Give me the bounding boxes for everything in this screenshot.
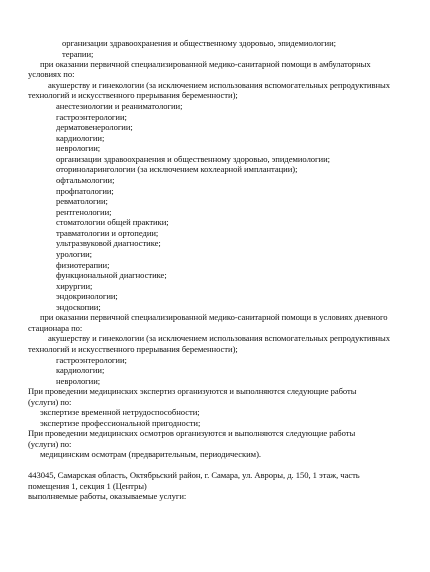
text-line: физиотерапии; xyxy=(56,260,110,270)
text-line: стационара по: xyxy=(28,323,83,333)
text-line: (услуги) по: xyxy=(28,439,72,449)
text-line: оториноларингологии (за исключением кохлеарной имплантации); xyxy=(56,164,298,174)
text-line: урологии; xyxy=(56,249,93,259)
text-line: эндокринологии; xyxy=(56,291,118,301)
text-line: условиях по: xyxy=(28,69,75,79)
text-line: дерматовенерологии; xyxy=(56,122,133,132)
text-line: травматологии и ортопедии; xyxy=(56,228,159,238)
text-line: кардиологии; xyxy=(56,365,105,375)
text-line: при оказании первичной специализированной медико-санитарной помощи в амбулаторных xyxy=(40,59,371,69)
text-line: стоматологии общей практики; xyxy=(56,217,169,227)
text-line: экспертизе профессиональной пригодности; xyxy=(40,418,201,428)
text-line: рентгенологии; xyxy=(56,207,112,217)
text-line: выполняемые работы, оказываемые услуги: xyxy=(28,491,187,501)
text-line: 443045, Самарская область, Октябрьский район, г. Самара, ул. Авроры, д. 150, 1 этаж, часть xyxy=(28,470,360,480)
text-line: гастроэнтерологии; xyxy=(56,112,127,122)
text-line: гастроэнтерологии; xyxy=(56,355,127,365)
text-line: организации здравоохранения и общественному здоровью, эпидемиологии; xyxy=(62,38,336,48)
text-line: функциональной диагностике; xyxy=(56,270,167,280)
text-line: акушерству и гинекологии (за исключением использования вспомогательных репродуктивных xyxy=(48,333,390,343)
text-line: ревматологии; xyxy=(56,196,108,206)
text-line: помещения 1, секция 1 (Центры) xyxy=(28,481,147,491)
text-line: При проведении медицинских осмотров организуются и выполняются следующие работы xyxy=(28,428,356,438)
text-line: технологий и искусственного прерывания беременности); xyxy=(28,90,238,100)
text-line: хирургии; xyxy=(56,281,93,291)
text-line: организации здравоохранения и общественному здоровью, эпидемиологии; xyxy=(56,154,330,164)
text-line: экспертизе временной нетрудоспособности; xyxy=(40,407,200,417)
text-line: неврологии; xyxy=(56,376,101,386)
text-line: профпатологии; xyxy=(56,186,114,196)
text-line: при оказании первичной специализированной медико-санитарной помощи в условиях дневного xyxy=(40,312,388,322)
text-line: офтальмологии; xyxy=(56,175,115,185)
text-line: терапии; xyxy=(62,49,94,59)
text-line: При проведении медицинских экспертиз организуются и выполняются следующие работы xyxy=(28,386,357,396)
text-line: технологий и искусственного прерывания беременности); xyxy=(28,344,238,354)
text-line: медицинским осмотрам (предварительным, периодическим). xyxy=(40,449,261,459)
text-line: акушерству и гинекологии (за исключением использования вспомогательных репродуктивных xyxy=(48,80,390,90)
text-line: неврологии; xyxy=(56,143,101,153)
text-line: эндоскопии; xyxy=(56,302,101,312)
text-line: кардиологии; xyxy=(56,133,105,143)
text-line: ультразвуковой диагностике; xyxy=(56,238,161,248)
text-line: (услуги) по: xyxy=(28,397,72,407)
text-line: анестезиологии и реаниматологии; xyxy=(56,101,183,111)
